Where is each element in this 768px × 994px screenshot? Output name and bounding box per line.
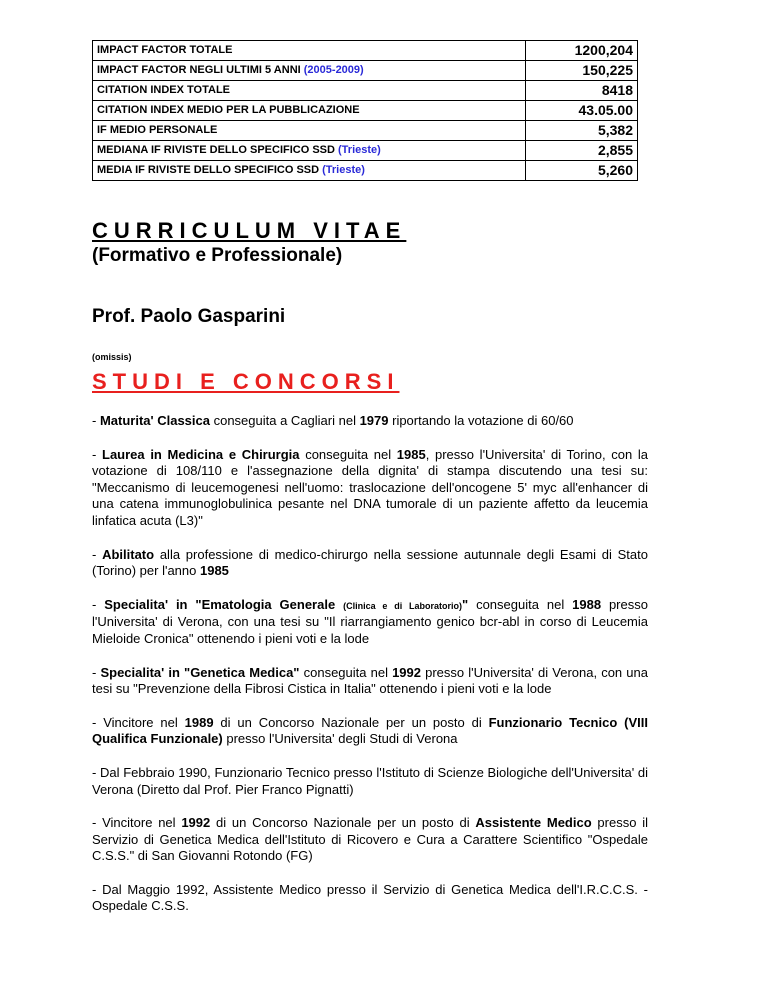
metric-label: CITATION INDEX MEDIO PER LA PUBBLICAZIONE — [93, 101, 526, 121]
table-row — [93, 41, 638, 61]
impact-factor-table — [92, 40, 638, 181]
metric-value: 2,855 — [526, 141, 638, 161]
studies-list — [92, 413, 648, 932]
metric-value: 5,382 — [526, 121, 638, 141]
cv-subtitle: (Formativo e Professionale) — [92, 245, 343, 266]
list-item: - Vincitore nel 1992 di un Concorso Nazionale per un posto di Assistente Medico presso il Servizio di Genetica Medica dell'Istituto di Ricovero e Cura a Carattere Scientifico "Ospedale C.S.S." di San Giovanni Rotondo (FG) — [92, 815, 648, 864]
table-row — [93, 121, 638, 141]
table-row — [93, 141, 638, 161]
section-title: STUDI E CONCORSI — [92, 369, 400, 394]
metric-value: 150,225 — [526, 61, 638, 81]
table-row — [93, 81, 638, 101]
metric-label: IF MEDIO PERSONALE — [93, 121, 526, 141]
cv-title: CURRICULUM VITAE — [92, 218, 407, 243]
list-item: - Specialita' in "Genetica Medica" conseguita nel 1992 presso l'Universita' di Verona, con una tesi su "Prevenzione della Fibrosi Cistica in Italia" ottenendo i pieni voti e la lode — [92, 664, 648, 697]
metric-note: (Trieste) — [322, 164, 365, 176]
list-item: - Maturita' Classica conseguita a Cagliari nel 1979 riportando la votazione di 60/60 — [92, 413, 574, 428]
metric-label: IMPACT FACTOR TOTALE — [93, 41, 526, 61]
metric-label: CITATION INDEX TOTALE — [93, 81, 526, 101]
author-name: Prof. Paolo Gasparini — [92, 306, 286, 327]
metric-label: MEDIANA IF RIVISTE DELLO SPECIFICO SSD (Trieste) — [93, 141, 526, 161]
list-item: - Dal Febbraio 1990, Funzionario Tecnico presso l'Istituto di Scienze Biologiche dell'Universita' di Verona (Diretto dal Prof. Pier Franco Pignatti) — [92, 764, 648, 797]
list-item: - Vincitore nel 1989 di un Concorso Nazionale per un posto di Funzionario Tecnico (VIII Qualifica Funzionale) presso l'Universita' degli Studi di Verona — [92, 714, 648, 747]
table-row — [93, 61, 638, 81]
list-item: - Dal Maggio 1992, Assistente Medico presso il Servizio di Genetica Medica dell'I.R.C.C.S. - Ospedale C.S.S. — [92, 881, 648, 914]
metric-value: 1200,204 — [526, 41, 638, 61]
list-item: - Laurea in Medicina e Chirurgia conseguita nel 1985, presso l'Universita' di Torino, con la votazione di 108/110 e l'assegnazione della dignita' di stampa discutendo una tesi su: "Meccanismo di leucemogenesi nell'uomo: traslocazione dell'oncogene 5' myc all'enhancer di una catena immunoglobulinica pesante nel DNA tumorale di un paziente affetto da leucemia linfatica acuta (L3)" — [92, 446, 648, 528]
table-row — [93, 161, 638, 181]
metric-label: IMPACT FACTOR NEGLI ULTIMI 5 ANNI (2005-2009) — [93, 61, 526, 81]
metric-note: (Trieste) — [338, 144, 381, 156]
list-item: - Specialita' in "Ematologia Generale (Clinica e di Laboratorio)" conseguita nel 1988 presso l'Universita' di Verona, con una tesi su "Il riarrangiamento genico bcr-abl in corso di Leucemia Mieloide Cronica" ottenendo i pieni voti e la lode — [92, 596, 648, 646]
metric-value: 5,260 — [526, 161, 638, 181]
omissis-note: (omissis) — [92, 352, 132, 362]
metric-label: MEDIA IF RIVISTE DELLO SPECIFICO SSD (Trieste) — [93, 161, 526, 181]
table-row — [93, 101, 638, 121]
metric-note: (2005-2009) — [303, 64, 364, 76]
metric-value: 43.05.00 — [526, 101, 638, 121]
list-item: - Abilitato alla professione di medico-chirurgo nella sessione autunnale degli Esami di Stato (Torino) per l'anno 1985 — [92, 546, 648, 579]
metric-value: 8418 — [526, 81, 638, 101]
